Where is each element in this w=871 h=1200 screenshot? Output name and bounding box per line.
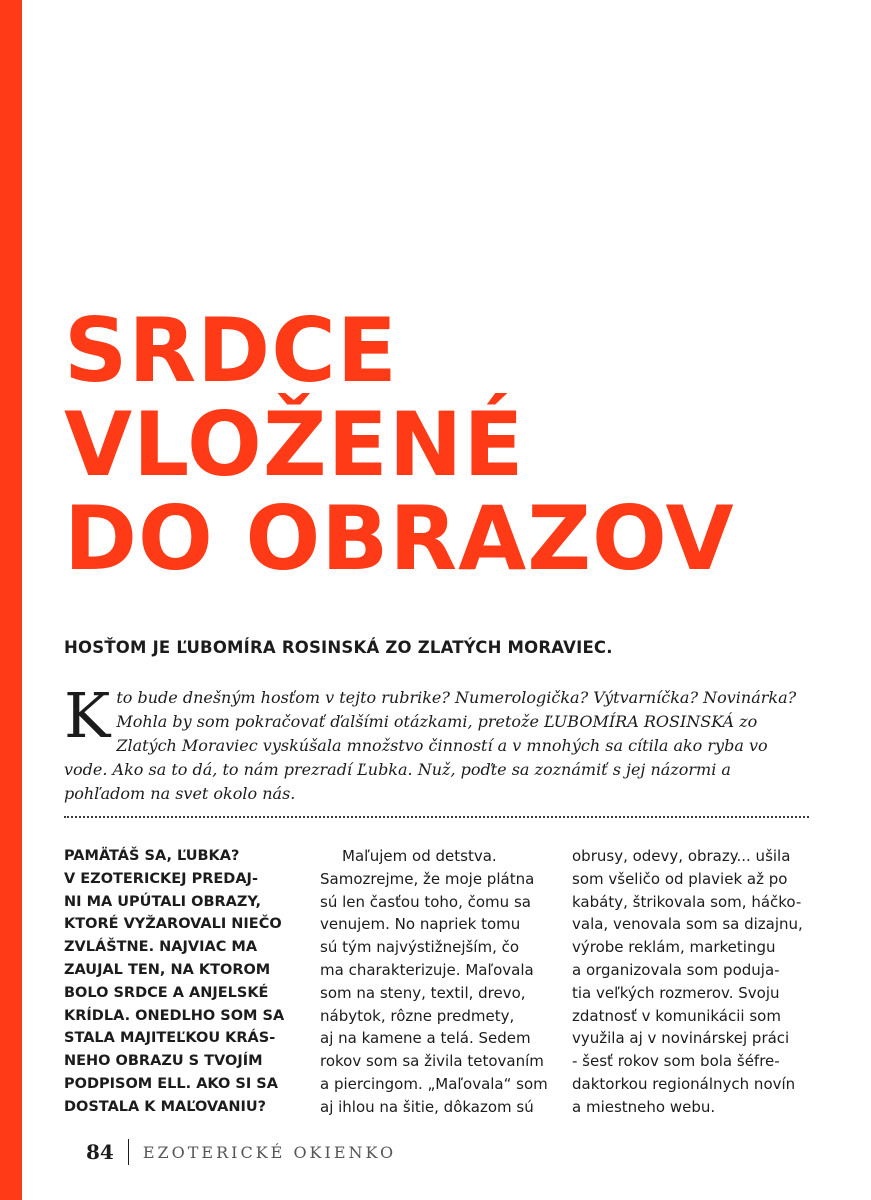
answer-line: a organizovala som podujа-	[572, 960, 780, 979]
footer-divider	[128, 1139, 129, 1165]
intro-text: to bude dnešným hosťom v tejto rubrike? Numerologička? Výtvarníčka? Novinárka? Mohla by som pokračovať ďalšími otázkami, pretože ĽUBOMÍRA ROSINSKÁ zo Zlatých Moraviec vyskúšala množstvo činností a v mnohých sa cítila ako ryba vo vode. Ako sa to dá, to nám prezradí Ľubka. Nuž, poďte sa zoznámiť s jej názormi a pohľadom na svet okolo nás.	[64, 688, 797, 803]
question-column	[64, 845, 302, 1119]
question-line: ZAUJAL TEN, NA KTOROM	[64, 961, 271, 978]
answer-line: som všeličo od plaviek až po	[572, 869, 788, 888]
answer-line: aj na kamene a telá. Sedem	[320, 1029, 531, 1048]
answer-line: kabáty, štrikovala som, háčko-	[572, 892, 802, 911]
answer-line: ma charakterizuje. Maľovala	[320, 960, 534, 979]
answer-line: výrobe reklám, marketingu	[572, 938, 776, 957]
question-line: KTORÉ VYŽAROVALI NIEČO	[64, 916, 282, 933]
answer-line: využila aj v novinárskej práci	[572, 1029, 790, 1048]
answer-line: daktorkou regionálnych novín	[572, 1074, 796, 1093]
answer-line: venujem. No napriek tomu	[320, 915, 521, 934]
answer-column-1	[320, 845, 548, 1119]
answer-line: tia veľkých rozmerov. Svoju	[572, 983, 780, 1002]
article-title	[64, 299, 735, 590]
question-line: NEHO OBRAZU S TVOJÍM	[64, 1053, 263, 1070]
answer-line: a miestneho webu.	[572, 1097, 716, 1116]
article-subtitle: HOSŤOM JE ĽUBOMÍRA ROSINSKÁ ZO ZLATÝCH MORAVIEC.	[64, 638, 613, 657]
page-footer	[86, 1140, 396, 1164]
question-line: DOSTALA K MAĽOVANIU?	[64, 1098, 267, 1115]
answer-line: som na steny, textil, drevo,	[320, 983, 526, 1002]
question-line: KRÍDLA. ONEDLHO SOM SA	[64, 1007, 285, 1024]
question-line: NI MA UPÚTALI OBRAZY,	[64, 893, 262, 910]
question-line: BOLO SRDCE A ANJELSKÉ	[64, 984, 269, 1001]
answer-line: - šesť rokov som bola šéfre-	[572, 1052, 780, 1071]
section-name: EZOTERICKÉ OKIENKO	[142, 1142, 397, 1162]
answer-line: a piercingom. „Maľovala“ som	[320, 1074, 548, 1093]
question-line: STALA MAJITEĽKOU KRÁS-	[64, 1030, 276, 1047]
title-line: VLOŽENÉ	[64, 393, 525, 496]
section-divider	[64, 816, 809, 818]
answer-line: sú len časťou toho, čomu sa	[320, 892, 531, 911]
question-line: PODPISOM ELL. AKO SI SA	[64, 1075, 278, 1092]
answer-line: vala, venovala som sa dizajnu,	[572, 915, 803, 934]
answer-line: Samozrejme, že moje plátna	[320, 869, 535, 888]
accent-side-bar	[0, 0, 22, 1200]
intro-paragraph	[64, 679, 809, 806]
answer-line: Maľujem od detstva.	[342, 847, 497, 865]
page-number: 84	[86, 1140, 114, 1164]
intro-dropcap: K	[64, 679, 111, 752]
answer-line: obrusy, odevy, obrazy... ušila	[572, 847, 791, 865]
answer-line: rokov som sa živila tetovaním	[320, 1052, 544, 1071]
answer-line: aj ihlou na šitie, dôkazom sú	[320, 1097, 534, 1116]
answer-line: sú tým najvýstižnejším, čo	[320, 938, 520, 957]
answer-line: nábytok, rôzne predmety,	[320, 1006, 515, 1025]
question-line: ZVLÁŠTNE. NAJVIAC MA	[64, 939, 258, 956]
question-line: PAMÄTÁŠ SA, ĽUBKA?	[64, 848, 240, 864]
title-line: SRDCE	[64, 299, 398, 402]
answer-line: zdatnosť v komunikácii som	[572, 1006, 781, 1025]
question-line: V EZOTERICKEJ PREDAJ-	[64, 870, 258, 887]
answer-column-2	[572, 845, 812, 1119]
title-line: DO OBRAZOV	[64, 487, 735, 590]
